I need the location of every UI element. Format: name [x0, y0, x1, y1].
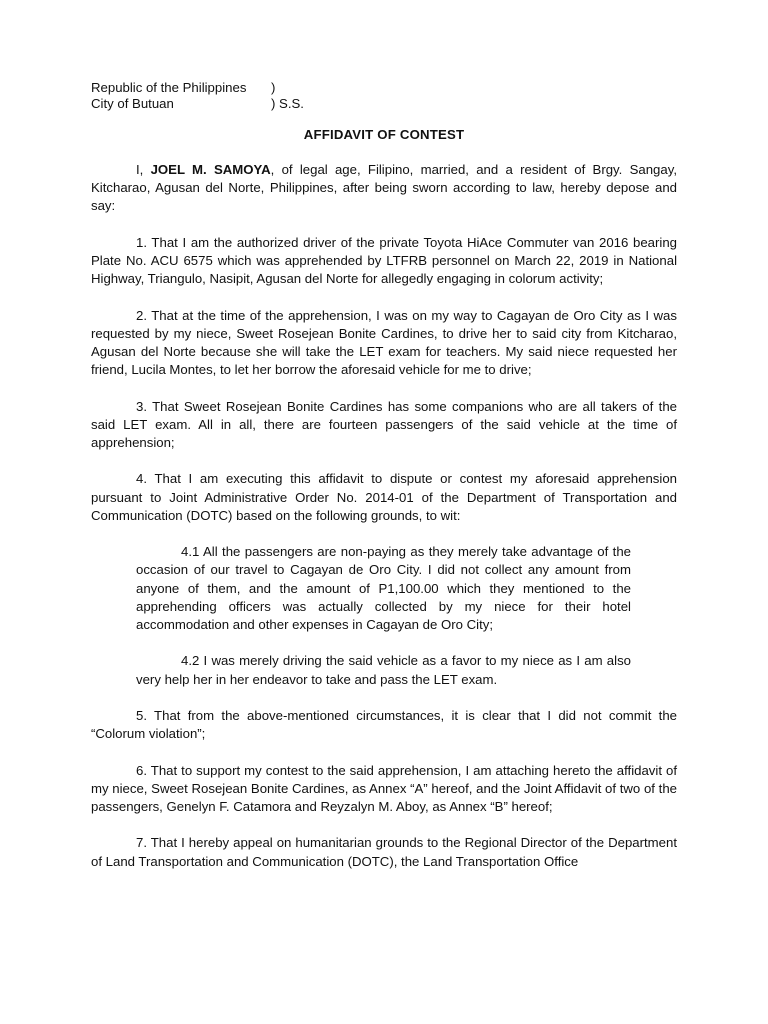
intro-prefix: I, — [136, 162, 151, 177]
paragraph-4-1: 4.1 All the passengers are non-paying as they merely take advantage of the occasion of our travel to Cagayan de Oro City. I did not collect any amount from anyone of them, and the amount of P1,100.00 which they mentioned to the apprehending officers was actually collected by my niece for their hotel accommodation and other expenses in Cagayan de Oro City; — [136, 544, 631, 632]
paragraph-5: 5. That from the above-mentioned circumstances, it is clear that I did not commit the “Colorum violation”; — [91, 707, 677, 742]
intro-paragraph — [91, 161, 677, 216]
paragraph-4: 4. That I am executing this affidavit to dispute or contest my aforesaid apprehension pursuant to Joint Administrative Order No. 2014-01 of the Department of Transportation and Communication (DOTC) based on the following grounds, to wit: — [91, 471, 677, 523]
paragraph-6: 6. That to support my contest to the said apprehension, I am attaching hereto the affidavit of my niece, Sweet Rosejean Bonite Cardines, as Annex “A” hereof, and the Joint Affidavit of two of the passengers, Genelyn F. Catamora and Reyzalyn M. Aboy, as Annex “B” hereof; — [91, 762, 677, 814]
venue-paren: ) — [271, 80, 276, 95]
venue-city: City of Butuan — [91, 96, 174, 111]
venue-country: Republic of the Philippines — [91, 80, 247, 95]
affidavit-body — [91, 161, 677, 889]
venue-line-1 — [91, 80, 304, 96]
intro-text: , of legal age, Filipino, married, and a resident of Brgy. Sangay, Kitcharao, Agusan del Norte, Philippines, after being sworn according to law, hereby depose and say: — [91, 162, 677, 214]
paragraph-7: 7. That I hereby appeal on humanitarian grounds to the Regional Director of the Department of Land Transportation and Communication (DOTC), the Land Transportation Office — [91, 835, 677, 869]
paragraph-2: 2. That at the time of the apprehension, I was on my way to Cagayan de Oro City as I was requested by my niece, Sweet Rosejean Bonite Cardines, to drive her to said city from Kitcharao, Agusan del Norte because she will take the LET exam for teachers. My said niece requested her friend, Lucila Montes, to let her borrow the aforesaid vehicle for me to drive; — [91, 307, 677, 378]
paragraph-4-2: 4.2 I was merely driving the said vehicle as a favor to my niece as I am also very help her in her endeavor to take and pass the LET exam. — [136, 653, 631, 687]
document-title: AFFIDAVIT OF CONTEST — [303, 127, 465, 142]
affiant-name: JOEL M. SAMOYA — [150, 162, 271, 177]
paragraph-1: 1. That I am the authorized driver of the private Toyota HiAce Commuter van 2016 bearing Plate No. ACU 6575 which was apprehended by LTFRB personnel on March 22, 2019 in National Highway, Triangulo, Nasipit, Agusan del Norte for allegedly engaging in colorum activity; — [91, 234, 677, 287]
venue-line-2 — [91, 96, 304, 112]
venue-block — [91, 80, 304, 112]
paragraph-3: 3. That Sweet Rosejean Bonite Cardines has some companions who are all takers of the said LET exam. All in all, there are fourteen passengers of the said vehicle at the time of apprehension; — [91, 398, 677, 450]
venue-ss: ) S.S. — [271, 96, 304, 111]
